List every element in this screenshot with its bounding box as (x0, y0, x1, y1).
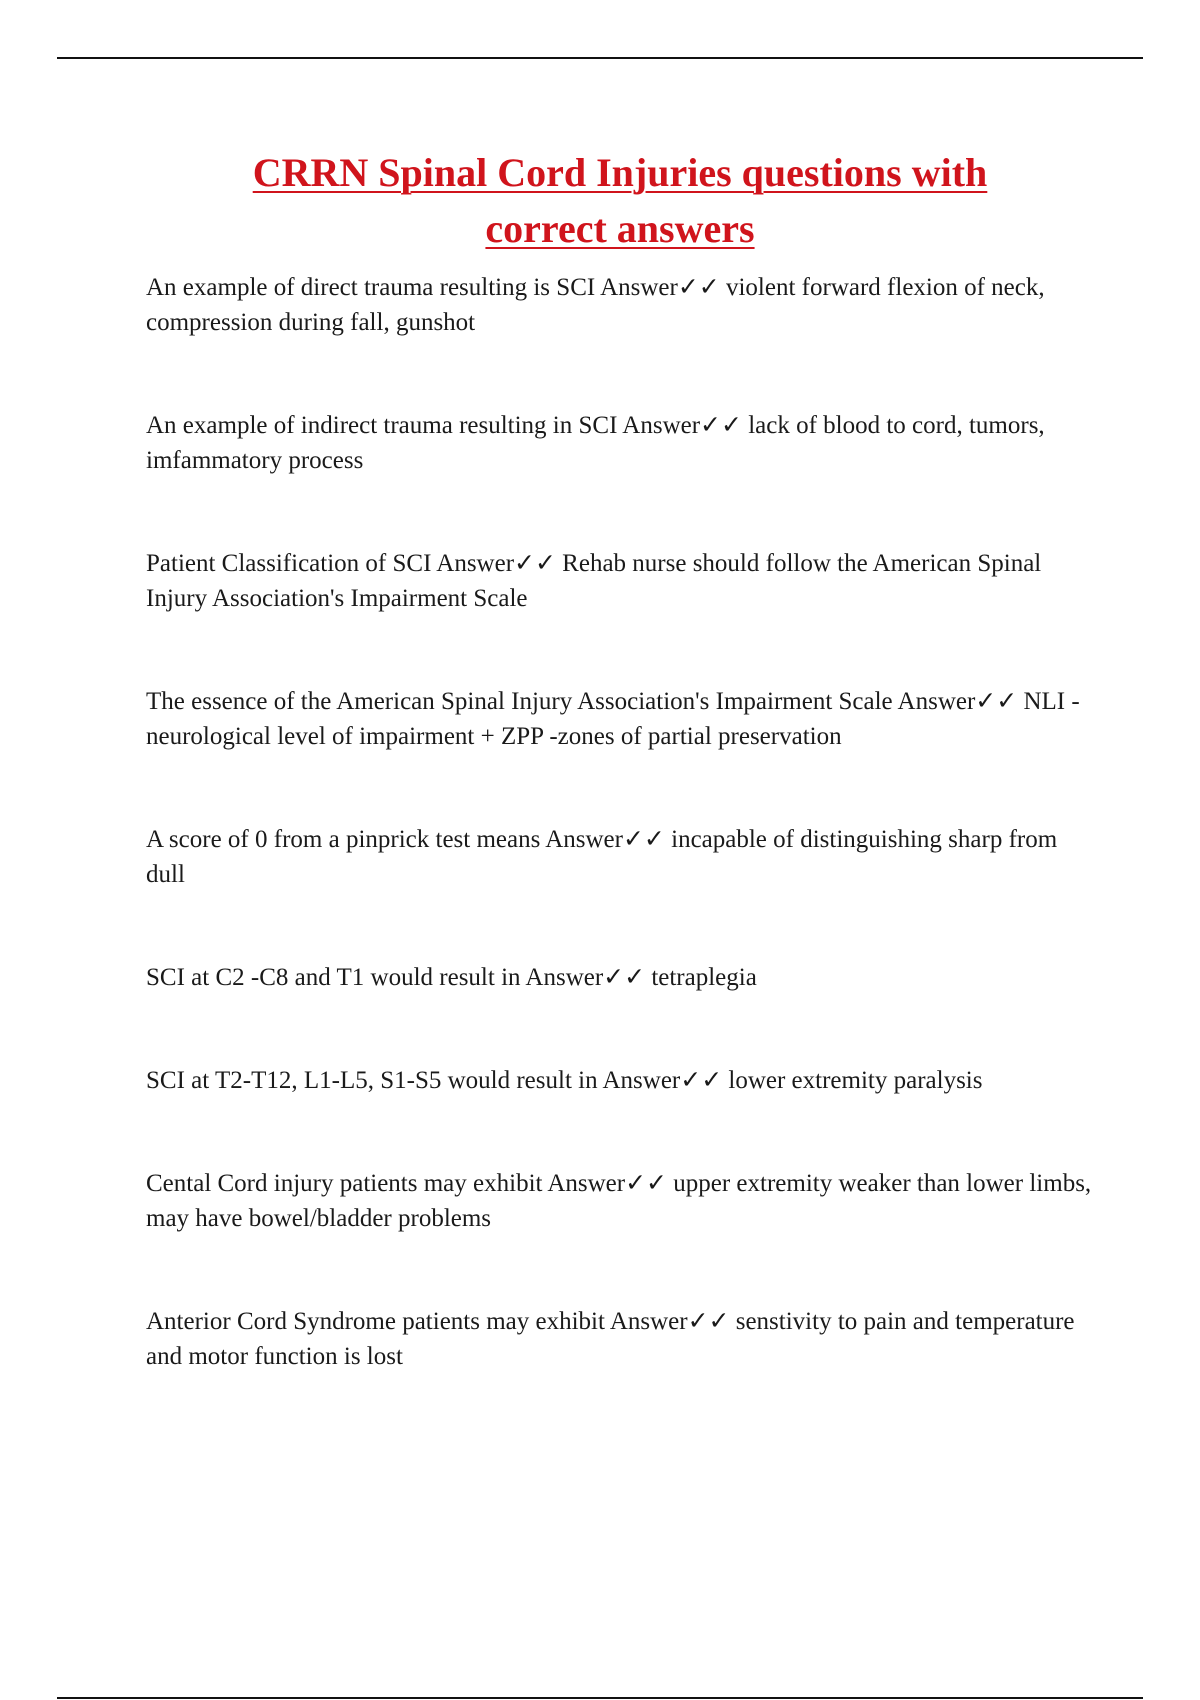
top-divider (57, 57, 1143, 59)
question-text: A score of 0 from a pinprick test means (146, 826, 541, 853)
answer-text: incapable of distinguishing sharp from dull (146, 826, 1058, 888)
title-line-2: correct answers (485, 206, 755, 251)
answer-text: lower extremity paralysis (728, 1067, 983, 1094)
answer-marker: Answer✓✓ (436, 550, 556, 577)
question-text: An example of indirect trauma resulting in SCI (146, 412, 618, 439)
answer-text: tetraplegia (651, 964, 757, 991)
answer-marker: Answer✓✓ (545, 826, 665, 853)
qa-item (146, 960, 1094, 995)
question-text: Patient Classification of SCI (146, 550, 432, 577)
answer-marker: Answer✓✓ (525, 964, 646, 991)
answer-marker: Answer✓✓ (622, 412, 742, 439)
qa-item (146, 684, 1094, 754)
bottom-divider (57, 1697, 1143, 1699)
question-text: An example of direct trauma resulting is SCI (146, 274, 596, 301)
answer-marker: Answer✓✓ (609, 1308, 730, 1335)
answer-text: violent forward flexion of neck, compression during fall, gunshot (146, 274, 1045, 336)
answer-marker: Answer✓✓ (897, 688, 1018, 715)
title-line-1: CRRN Spinal Cord Injuries questions with (252, 150, 988, 195)
question-text: SCI at C2 -C8 and T1 would result in (146, 964, 521, 991)
qa-item (146, 270, 1094, 340)
qa-item (146, 1063, 1094, 1098)
answer-text: senstivity to pain and temperature and motor function is lost (146, 1308, 1075, 1370)
qa-item (146, 1166, 1094, 1236)
answer-text: upper extremity weaker than lower limbs, may have bowel/bladder problems (146, 1170, 1092, 1232)
question-text: Cental Cord injury patients may exhibit (146, 1170, 543, 1197)
qa-item (146, 1304, 1094, 1374)
qa-item (146, 822, 1094, 892)
qa-item (146, 546, 1094, 616)
qa-list (146, 270, 1094, 1374)
answer-text: lack of blood to cord, tumors, imfammatory process (146, 412, 1045, 474)
answer-marker: Answer✓✓ (547, 1170, 667, 1197)
qa-item (146, 408, 1094, 478)
question-text: Anterior Cord Syndrome patients may exhibit (146, 1308, 605, 1335)
question-text: The essence of the American Spinal Injury Association's Impairment Scale (146, 688, 893, 715)
answer-text: Rehab nurse should follow the American Spinal Injury Association's Impairment Scale (146, 550, 1042, 612)
answer-marker: Answer✓✓ (600, 274, 720, 301)
answer-text: NLI - neurological level of impairment + ZPP -zones of partial preservation (146, 688, 1080, 750)
document-title (140, 145, 1100, 257)
answer-marker: Answer✓✓ (602, 1067, 723, 1094)
question-text: SCI at T2-T12, L1-L5, S1-S5 would result in (146, 1067, 598, 1094)
